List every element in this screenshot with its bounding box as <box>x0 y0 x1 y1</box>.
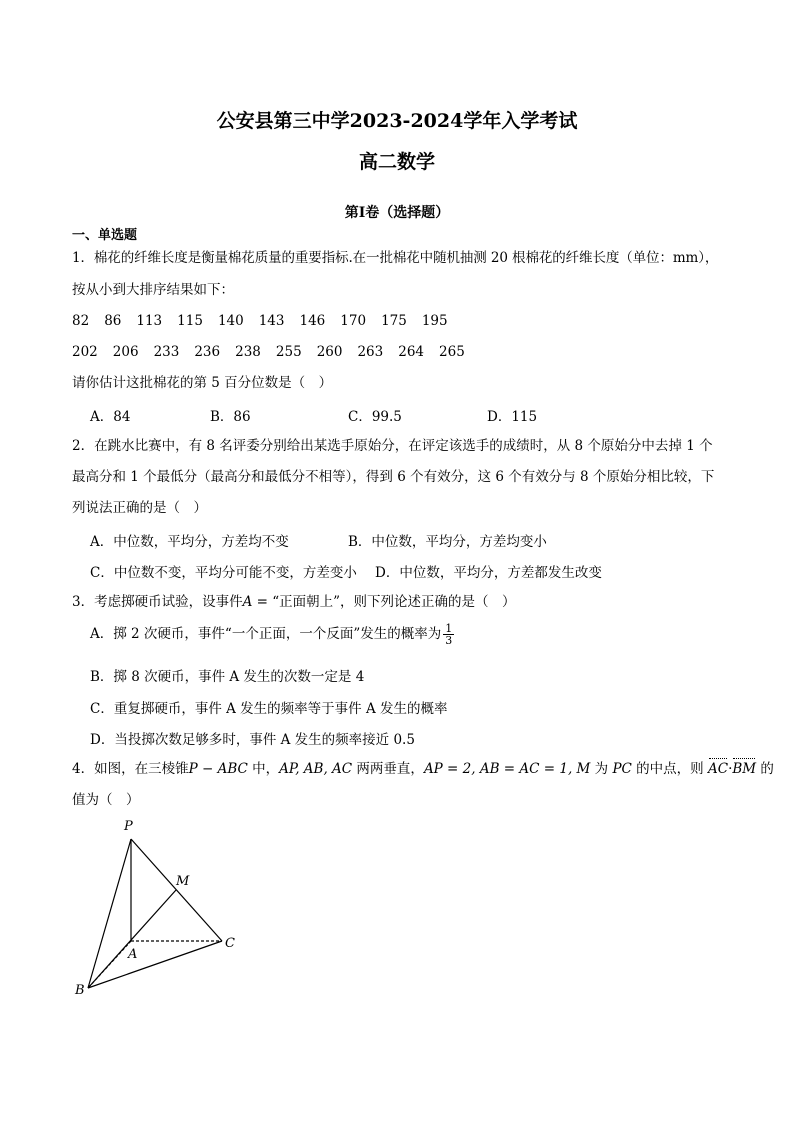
q4-text: 两两垂直， <box>352 761 424 777</box>
q3-stem <box>72 593 516 611</box>
q2-option-d[interactable]: D．中位数，平均分，方差都发生改变 <box>375 565 602 581</box>
q4-prefix: 4．如图，在三棱锥 <box>72 761 189 777</box>
q1-value: 264 <box>398 344 425 360</box>
q4-stem-line1 <box>72 760 774 778</box>
q1-value: 236 <box>194 344 221 360</box>
q1-value: 263 <box>357 344 384 360</box>
q1-value: 115 <box>177 313 203 329</box>
q1-value: 113 <box>136 313 163 329</box>
edge-bc <box>88 941 222 988</box>
q4-edges: AP, AB, AC <box>279 761 353 777</box>
q1-data-row2 <box>72 343 480 361</box>
q1-value: 140 <box>217 313 244 329</box>
q2-option-b[interactable]: B．中位数，平均分，方差均变小 <box>348 534 547 550</box>
q1-value: 86 <box>104 313 122 329</box>
q3-option-a[interactable] <box>90 622 454 646</box>
q1-value: 238 <box>235 344 261 360</box>
q1-value: 170 <box>340 313 367 329</box>
q2-stem-line2: 最高分和 1 个最低分（最高分和最低分不相等），得到 6 个有效分，这 6 个有效分与 8 个原始分相比较，下 <box>72 469 715 485</box>
q1-value: 202 <box>72 344 98 360</box>
label-c: C <box>225 936 235 951</box>
q1-value: 82 <box>72 313 90 329</box>
q1-option-a[interactable]: A．84 <box>90 409 131 425</box>
q3-stem-prefix: 3．考虑掷硬币试验，设事件 <box>72 594 243 610</box>
q1-value: 143 <box>258 313 285 329</box>
q4-vector-ac: AC <box>707 761 729 777</box>
q4-vector-bm: BM <box>732 761 757 777</box>
fraction-numerator: 1 <box>445 622 453 635</box>
pyramid-figure <box>60 812 260 1002</box>
q3-option-c[interactable]: C．重复掷硬币，事件 A 发生的频率等于事件 A 发生的概率 <box>90 701 448 717</box>
q4-text: 的中点，则 <box>631 761 708 777</box>
q3-option-d[interactable]: D．当投掷次数足够多时，事件 A 发生的频率接近 0.5 <box>90 732 415 748</box>
q2-option-a[interactable]: A．中位数，平均分，方差均不变 <box>90 534 289 550</box>
q4-condition: AP = 2, AB = AC = 1, M <box>423 761 591 777</box>
label-a: A <box>128 947 138 962</box>
q3-option-a-text: A．掷 2 次硬币，事件“一个正面，一个反面”发生的概率为 <box>90 626 442 642</box>
q4-stem-line2: 值为（ ） <box>72 792 140 808</box>
q4-text: 的 <box>756 761 774 777</box>
q4-segment: PC <box>612 761 632 777</box>
edge-pb <box>88 839 131 988</box>
q1-value: 265 <box>439 344 465 360</box>
q4-pyramid: P − ABC <box>188 761 248 777</box>
q1-value: 233 <box>153 344 180 360</box>
q3-event-var: A <box>242 594 253 610</box>
q1-stem-line1: 1．棉花的纤维长度是衡量棉花质量的重要指标.在一批棉花中随机抽测 20 根棉花的纤维长度（单位：mm）， <box>72 250 719 266</box>
segment-bm <box>88 890 176 988</box>
q1-stem-line2: 按从小到大排序结果如下： <box>72 282 234 298</box>
exam-title: 公安县第三中学2023-2024学年入学考试 <box>216 110 578 132</box>
label-p: P <box>124 819 133 834</box>
q1-option-b[interactable]: B．86 <box>210 409 251 425</box>
exam-subtitle: 高二数学 <box>358 151 435 173</box>
q3-option-b[interactable]: B．掷 8 次硬币，事件 A 发生的次数一定是 4 <box>90 669 365 685</box>
fraction <box>443 623 454 646</box>
q1-value: 206 <box>112 344 139 360</box>
q1-option-d[interactable]: D．115 <box>487 409 538 425</box>
q2-option-c[interactable]: C．中位数不变，平均分可能不变，方差变小 <box>90 565 357 581</box>
q1-value: 195 <box>421 313 448 329</box>
q1-value: 260 <box>316 344 343 360</box>
q2-stem-line3: 列说法正确的是（ ） <box>72 500 207 516</box>
q1-value: 146 <box>299 313 326 329</box>
label-b: B <box>75 983 85 998</box>
q1-data-row1 <box>72 312 463 330</box>
section-heading: 一、单选题 <box>72 228 138 243</box>
q1-value: 175 <box>381 313 407 329</box>
label-m: M <box>176 874 190 889</box>
volume-title: 第Ⅰ卷（选择题） <box>344 205 450 221</box>
q3-stem-suffix: = “正面朝上”，则下列论述正确的是（ ） <box>252 594 516 610</box>
q1-question: 请你估计这批棉花的第 5 百分位数是（ ） <box>72 375 333 391</box>
fraction-denominator: 3 <box>445 634 453 647</box>
q4-text: 中， <box>247 761 280 777</box>
q1-option-c[interactable]: C．99.5 <box>348 409 402 425</box>
q4-text: 为 <box>590 761 613 777</box>
q4-dot: · <box>728 761 733 777</box>
q2-stem-line1: 2．在跳水比赛中，有 8 名评委分别给出某选手原始分，在评定该选手的成绩时，从 8 个原始分中去掉 1 个 <box>72 438 713 454</box>
q1-value: 255 <box>275 344 302 360</box>
